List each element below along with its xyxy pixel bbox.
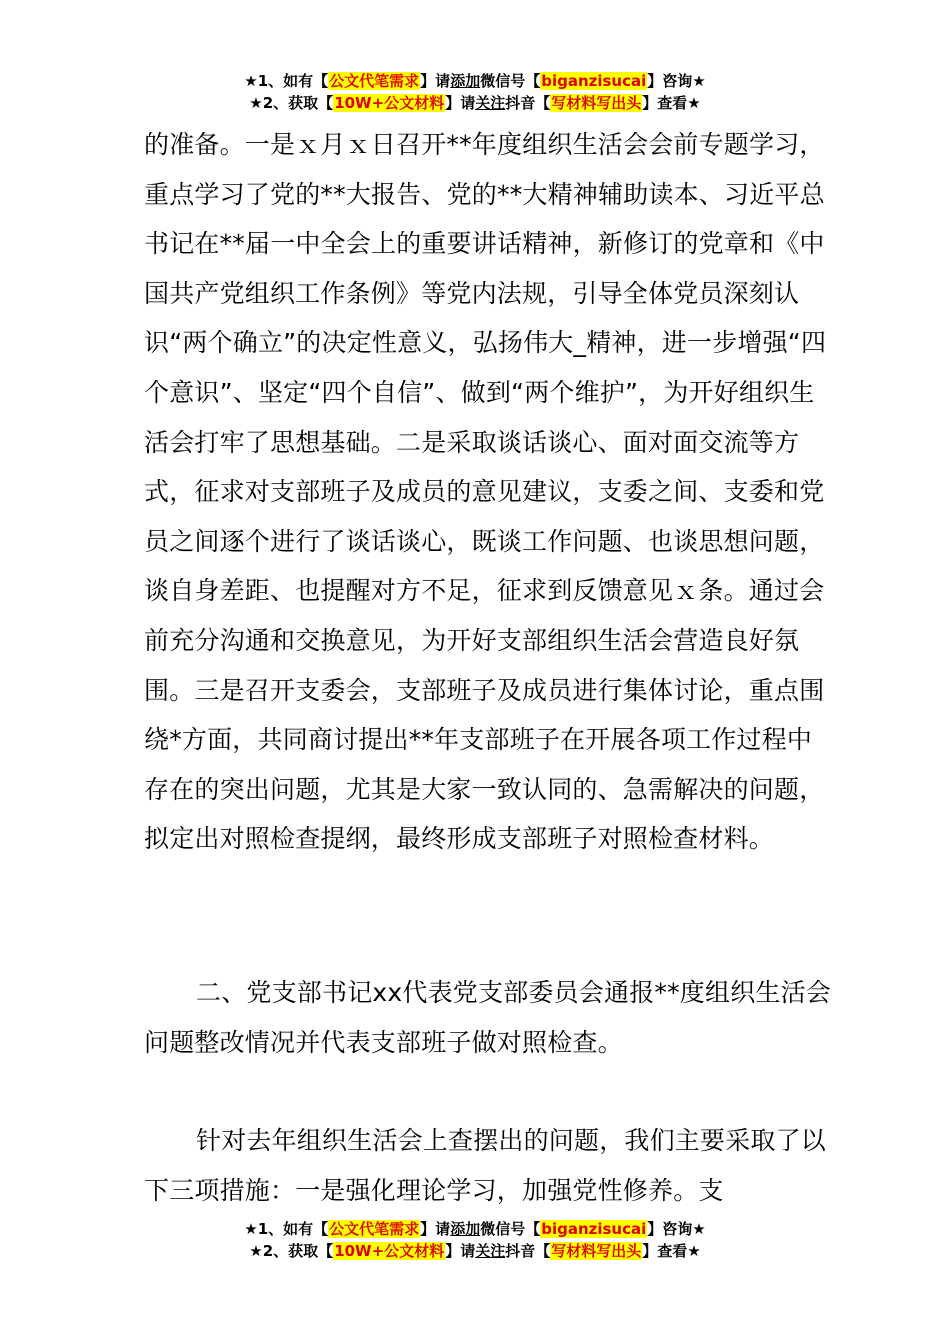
highlight-douyin: 写材料写出头 [551,1242,642,1260]
header-notice [0,70,950,114]
notice-line-2: ★2、获取【10W+公文材料】请关注抖音【写材料写出头】查看★ [249,94,701,112]
body-paragraph-1: 的准备。一是ｘ月ｘ日召开**年度组织生活会会前专题学习，重点学习了党的**大报告、党的**大精神辅助读本、习近平总书记在**届一中全会上的重要讲话精神，新修订的党章和《中国共产党组织工作条例》等党内法规，引导全体党员深刻认识“两个确立”的决定性意义，弘扬伟大_精神，进一步增强“四个意识”、坚定“四个自信”、做到“两个维护”，为开好组织生活会打牢了思想基础。二是采取谈话谈心、面对面交流等方式，征求对支部班子及成员的意见建议，支委之间、支委和党员之间逐个进行了谈话谈心，既谈工作问题、也谈思想问题，谈自身差距、也提醒对方不足，征求到反馈意见ｘ条。通过会前充分沟通和交换意见，为开好支部组织生活会营造良好氛围。三是召开支委会，支部班子及成员进行集体讨论，重点围绕*方面，共同商讨提出**年支部班子在开展各项工作过程中存在的突出问题，尤其是大家一致认同的、急需解决的问题，拟定出对照检查提纲，最终形成支部班子对照检查材料。 [144,130,827,854]
notice-line-1: ★1、如有【公文代笔需求】请添加微信号【biganzisucai】咨询★ [244,72,706,90]
highlight-douyin: 写材料写出头 [551,94,642,112]
body-paragraph-3: 针对去年组织生活会上查摆出的问题，我们主要采取了以下三项措施：一是强化理论学习，加强党性修养。支 [144,1126,827,1205]
notice-line-1: ★1、如有【公文代笔需求】请添加微信号【biganzisucai】咨询★ [244,1220,706,1238]
notice-line-2: ★2、获取【10W+公文材料】请关注抖音【写材料写出头】查看★ [249,1242,701,1260]
highlight-materials: 10W+公文材料 [334,94,445,112]
footer-notice [0,1218,950,1262]
highlight-service: 公文代笔需求 [329,72,420,90]
section-heading-paragraph: 二、党支部书记xx代表党支部委员会通报**度组织生活会问题整改情况并代表支部班子做对照检查。 [144,978,831,1057]
highlight-service: 公文代笔需求 [329,1220,420,1238]
highlight-wechat-id: biganzisucai [541,72,647,90]
highlight-materials: 10W+公文材料 [334,1242,445,1260]
highlight-wechat-id: biganzisucai [541,1220,647,1238]
